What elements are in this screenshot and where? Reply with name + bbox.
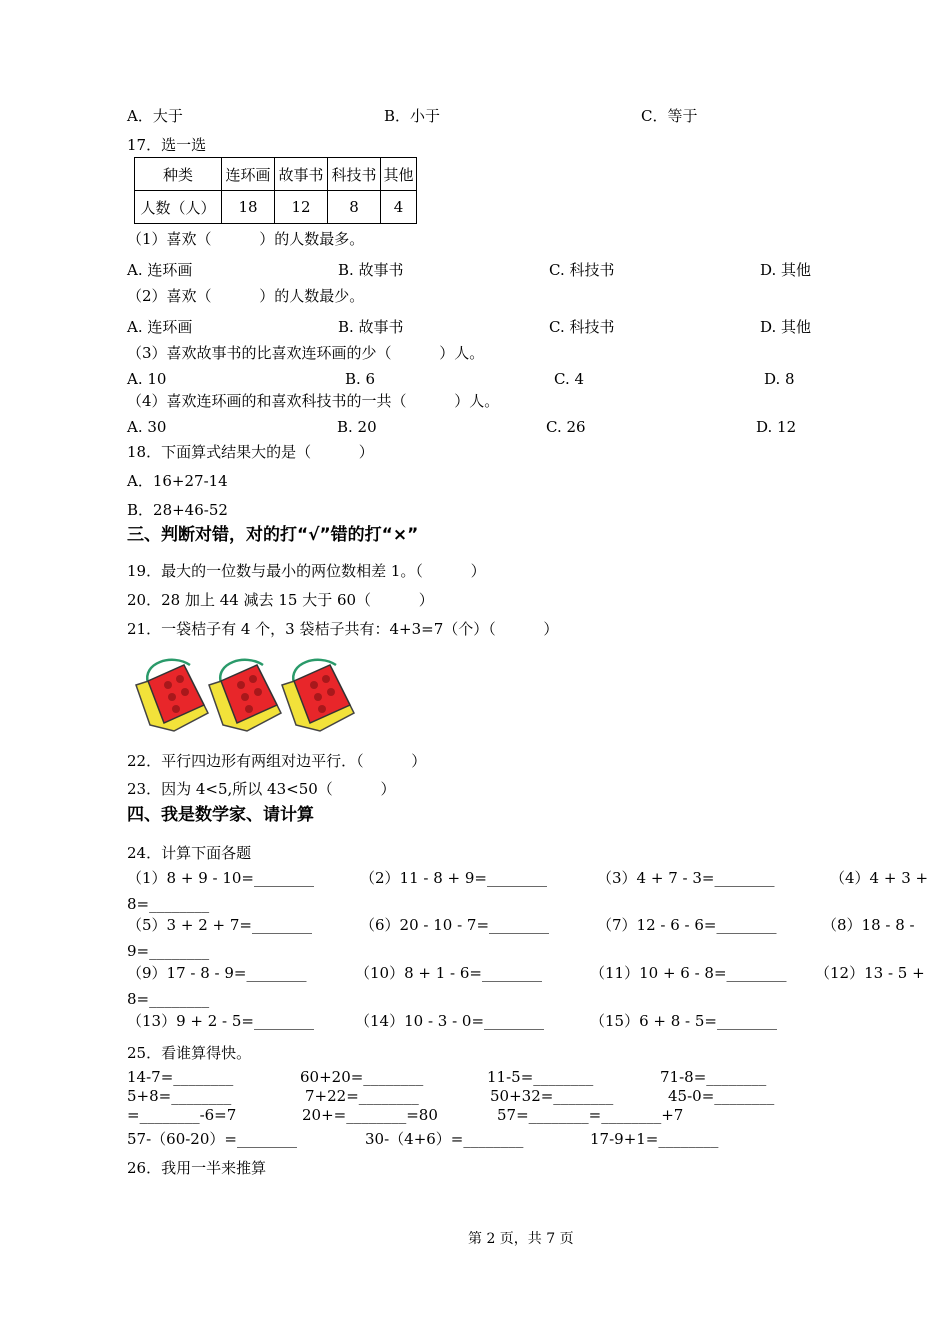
q24-item: （6）20 - 10 - 7=________ (360, 916, 550, 934)
q24-item: （9）17 - 8 - 9=________ (127, 964, 307, 982)
q23: 23．因为 4<5,所以 43<50（ ） (127, 780, 396, 798)
q24-item: （13）9 + 2 - 5=________ (127, 1012, 314, 1030)
q17-sub1-option-a: A. 连环画 (127, 261, 193, 279)
table-cell: 8 (328, 191, 381, 224)
q16-option-c: C．等于 (641, 107, 698, 125)
section-3-heading: 三、判断对错，对的打“√”错的打“×” (127, 525, 419, 545)
table-cell: 4 (381, 191, 417, 224)
table-cell: 12 (275, 191, 328, 224)
q17-sub2: （2）喜欢（ ）的人数最少。 (127, 287, 365, 305)
q24-item: （12）13 - 5 + (815, 964, 925, 982)
orange-bag-illustration (276, 655, 366, 739)
q25-title: 25．看谁算得快。 (127, 1044, 252, 1062)
q18-option-b: B．28+46-52 (127, 501, 228, 519)
q17-sub2-option-b: B. 故事书 (338, 318, 404, 336)
q25-item: 45-0=________ (668, 1087, 775, 1105)
table-row (135, 191, 417, 224)
q17-sub1-option-c: C. 科技书 (549, 261, 615, 279)
q17-sub3-option-d: D. 8 (764, 370, 795, 388)
q22: 22．平行四边形有两组对边平行．（ ） (127, 752, 427, 770)
q25-item: 50+32=________ (490, 1087, 614, 1105)
table-cell: 18 (222, 191, 275, 224)
q17-sub3-option-a: A. 10 (127, 370, 167, 388)
section-4-heading: 四、我是数学家、请计算 (127, 805, 314, 825)
q17-sub4-option-a: A. 30 (127, 418, 167, 436)
table-cell: 种类 (135, 158, 222, 191)
q17-sub2-option-a: A. 连环画 (127, 318, 193, 336)
q17-sub3: （3）喜欢故事书的比喜欢连环画的少（ ）人。 (127, 344, 485, 362)
q24-item-continued: 8=________ (127, 895, 210, 913)
q25-item: 57=________=________+7 (497, 1106, 684, 1124)
q17-sub4: （4）喜欢连环画的和喜欢科技书的一共（ ）人。 (127, 392, 500, 410)
q26-title: 26．我用一半来推算 (127, 1159, 267, 1177)
q17-sub1-option-d: D. 其他 (760, 261, 812, 279)
q17-sub4-option-b: B. 20 (337, 418, 377, 436)
q17-sub1-option-b: B. 故事书 (338, 261, 404, 279)
q19: 19．最大的一位数与最小的两位数相差 1。（ ） (127, 562, 486, 580)
q25-item: 57-（60-20）=________ (127, 1130, 297, 1148)
q20: 20．28 加上 44 减去 15 大于 60（ ） (127, 591, 434, 609)
table-cell: 其他 (381, 158, 417, 191)
q24-item: （2）11 - 8 + 9=________ (360, 869, 547, 887)
table-header-row (135, 158, 417, 191)
q25-item: 11-5=________ (487, 1068, 594, 1086)
q25-item: 7+22=________ (305, 1087, 419, 1105)
q25-item: 20+=________=80 (302, 1106, 438, 1124)
table-cell: 科技书 (328, 158, 381, 191)
q24-item: （15）6 + 8 - 5=________ (590, 1012, 777, 1030)
table-cell: 人数（人） (135, 191, 222, 224)
q25-item: 5+8=________ (127, 1087, 232, 1105)
q24-item: （7）12 - 6 - 6=________ (597, 916, 777, 934)
q25-item: 71-8=________ (660, 1068, 767, 1086)
q17-sub2-option-c: C. 科技书 (549, 318, 615, 336)
q16-option-b: B．小于 (384, 107, 441, 125)
table-cell: 故事书 (275, 158, 328, 191)
table-cell: 连环画 (222, 158, 275, 191)
q16-option-a: A．大于 (127, 107, 183, 125)
q25-item: 17-9+1=________ (590, 1130, 719, 1148)
q24-item: （14）10 - 3 - 0=________ (355, 1012, 545, 1030)
q24-item-continued: 8=________ (127, 990, 210, 1008)
page-footer: 第 2 页，共 7 页 (468, 1231, 574, 1247)
q18-option-a: A．16+27-14 (127, 472, 228, 490)
q17-title: 17．选一选 (127, 136, 207, 154)
q25-item: 14-7=________ (127, 1068, 234, 1086)
q25-item: =________-6=7 (127, 1106, 237, 1124)
q24-item: （8）18 - 8 - (822, 916, 915, 934)
q24-item: （10）8 + 1 - 6=________ (355, 964, 542, 982)
q17-sub4-option-c: C. 26 (546, 418, 586, 436)
q24-title: 24．计算下面各题 (127, 844, 252, 862)
q17-data-table (134, 157, 417, 224)
q24-item: （11）10 + 6 - 8=________ (590, 964, 787, 982)
q25-item: 30-（4+6）=________ (365, 1130, 524, 1148)
q24-item: （1）8 + 9 - 10=________ (127, 869, 314, 887)
q17-sub3-option-c: C. 4 (554, 370, 585, 388)
q17-sub4-option-d: D. 12 (756, 418, 797, 436)
q24-item: （3）4 + 7 - 3=________ (597, 869, 775, 887)
q24-item: （4）4 + 3 + (830, 869, 929, 887)
q17-sub1: （1）喜欢（ ）的人数最多。 (127, 230, 365, 248)
q17-sub2-option-d: D. 其他 (760, 318, 812, 336)
q21: 21．一袋桔子有 4 个，3 袋桔子共有：4+3=7（个）（ ） (127, 620, 559, 638)
q25-item: 60+20=________ (300, 1068, 424, 1086)
q18-title: 18．下面算式结果大的是（ ） (127, 443, 374, 461)
q24-item-continued: 9=________ (127, 942, 210, 960)
q24-item: （5）3 + 2 + 7=________ (127, 916, 312, 934)
q17-sub3-option-b: B. 6 (345, 370, 376, 388)
